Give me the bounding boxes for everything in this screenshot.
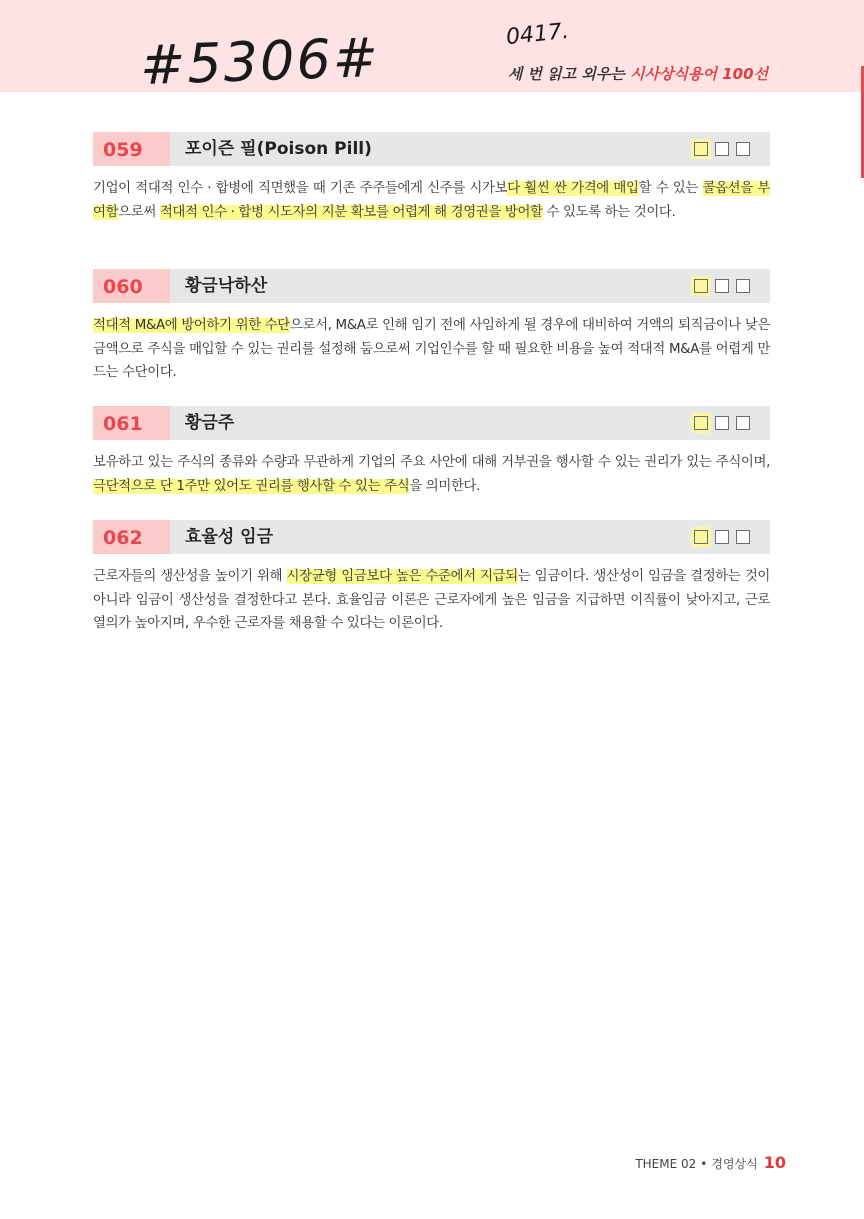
highlighted-text: 다 훨씬 싼 가격에 매입	[507, 181, 639, 196]
highlighted-text: 적대적 인수 · 합병 시도자의 지분 확보를 어렵게 해 경영권을 방어할	[159, 204, 543, 220]
term-header	[93, 520, 770, 554]
review-checkbox-3[interactable]	[736, 279, 750, 293]
handwritten-code: #5306#	[138, 25, 381, 98]
review-checkboxes	[694, 416, 750, 430]
highlighted-text: 콜옵션을 부여함	[93, 181, 770, 220]
term-entry	[93, 269, 770, 385]
term-definition: 적대적 M&A에 방어하기 위한 수단으로서, M&A로 인해 임기 전에 사임하게 될 경우에 대비하여 거액의 퇴직금이나 낮은 금액으로 주식을 매입할 수 있는 권리를 설정해 둠으로써 기업인수를 할 때 필요한 비용을 높여 적대적 M&A를 어렵게 만드는 수단이다.	[93, 318, 770, 380]
term-definition: 기업이 적대적 인수 · 합병에 직면했을 때 기존 주주들에게 신주를 시가보다 훨씬 싼 가격에 매입할 수 있는 콜옵션을 부여함으로써 적대적 인수 · 합병 시도자의 지분 확보를 어렵게 해 경영권을 방어할 수 있도록 하는 것이다.	[93, 181, 770, 220]
review-checkboxes	[694, 142, 750, 156]
term-number: 061	[93, 406, 170, 440]
handwritten-date: 0417.	[504, 18, 571, 51]
term-title: 황금낙하산	[185, 276, 268, 296]
series-title	[508, 63, 768, 84]
highlighted-text: 적대적 M&A에 방어하기 위한 수단	[93, 318, 290, 333]
series-title-prefix: 세 번 읽고 외우는	[507, 65, 631, 83]
page-number: 10	[763, 1153, 786, 1172]
term-number: 059	[93, 132, 170, 166]
review-checkbox-1[interactable]	[694, 142, 708, 156]
review-checkbox-2[interactable]	[715, 142, 729, 156]
term-title: 황금주	[185, 413, 235, 433]
review-checkboxes	[694, 279, 750, 293]
review-checkbox-3[interactable]	[736, 416, 750, 430]
term-header	[93, 269, 770, 303]
term-entry	[93, 406, 770, 498]
highlighted-text: 시장균형 임금보다 높은 수준에서 지급되	[286, 569, 518, 584]
term-entry	[93, 132, 770, 224]
term-header	[93, 406, 770, 440]
review-checkbox-1[interactable]	[694, 279, 708, 293]
term-definition: 보유하고 있는 주식의 종류와 수량과 무관하게 기업의 주요 사안에 대해 거부권을 행사할 수 있는 권리가 있는 주식이며, 극단적으로 단 1주만 있어도 권리를 행사할 수 있는 주식을 의미한다.	[93, 455, 770, 494]
term-number: 060	[93, 269, 170, 303]
review-checkbox-1[interactable]	[694, 416, 708, 430]
review-checkbox-3[interactable]	[736, 530, 750, 544]
review-checkbox-2[interactable]	[715, 279, 729, 293]
term-entry	[93, 520, 770, 636]
review-checkbox-2[interactable]	[715, 530, 729, 544]
highlighted-text: 극단적으로 단 1주만 있어도 권리를 행사할 수 있는 주식	[93, 478, 410, 494]
page-footer	[635, 1153, 786, 1172]
review-checkbox-3[interactable]	[736, 142, 750, 156]
footer-theme: THEME 02	[635, 1157, 697, 1171]
footer-section: 경영상식	[711, 1157, 758, 1171]
term-number: 062	[93, 520, 170, 554]
review-checkboxes	[694, 530, 750, 544]
review-checkbox-2[interactable]	[715, 416, 729, 430]
term-definition: 근로자들의 생산성을 높이기 위해 시장균형 임금보다 높은 수준에서 지급되는 임금이다. 생산성이 임금을 결정하는 것이 아니라 임금이 생산성을 결정한다고 본다. 효율임금 이론은 근로자에게 높은 임금을 지급하면 이직률이 낮아지고, 근로 열의가 높아지며, 우수한 근로자를 채용할 수 있다는 이론이다.	[93, 569, 770, 631]
term-header	[93, 132, 770, 166]
series-title-accent: 시사상식용어 100선	[630, 65, 768, 83]
footer-bullet: •	[700, 1157, 708, 1171]
review-checkbox-1[interactable]	[694, 530, 708, 544]
term-title: 효율성 임금	[185, 527, 274, 547]
term-title: 포이즌 필(Poison Pill)	[185, 139, 372, 159]
